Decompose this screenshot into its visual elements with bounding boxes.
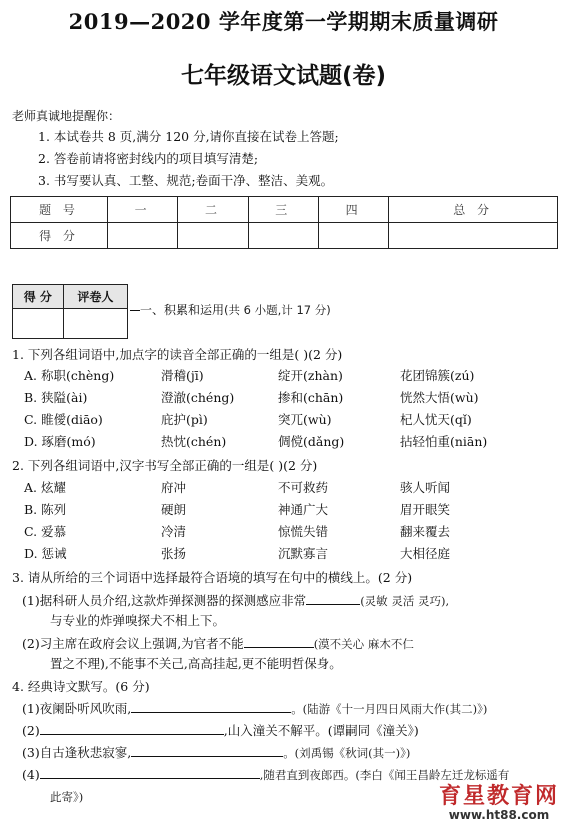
- q4-l4-text: (4): [22, 767, 40, 782]
- q2-C-4: 翻来覆去: [400, 524, 451, 539]
- score-cell-total[interactable]: [389, 223, 558, 249]
- q1-D-4: 拈轻怕重(niān): [400, 434, 488, 449]
- exam-subtitle: 七年级语文试题(卷): [180, 63, 387, 89]
- q1-B-1: B. 狭隘(ài): [24, 390, 88, 405]
- q1-C-1: C. 睢僾(diāo): [24, 412, 103, 427]
- q1-C-4: 杞人忧天(qǐ): [400, 412, 472, 427]
- score-table: [10, 196, 558, 249]
- notice-item-2: 2. 答卷前请将密封线内的项目填写清楚;: [38, 151, 259, 166]
- grader-name-cell[interactable]: [63, 309, 127, 339]
- q3-s2-text: (2)习主席在政府会议上强调,为官者不能: [22, 636, 244, 651]
- q3-s2-choices: (漠不关心 麻木不仁: [313, 637, 414, 651]
- q1-A-2: 滑稽(jī): [161, 368, 204, 383]
- score-row-label: 得 分: [11, 223, 108, 249]
- section1-title: 一、积累和运用: [140, 303, 225, 317]
- q2-C-2: 冷清: [161, 524, 187, 539]
- score-cell-4[interactable]: [318, 223, 388, 249]
- q2-A-1: A. 炫耀: [24, 480, 66, 495]
- section1-note: (共 6 小题,计 17 分): [224, 303, 331, 317]
- q2-A-3: 不可救药: [278, 480, 329, 495]
- q4-l2-text: (2): [22, 723, 40, 738]
- q3-blank-1[interactable]: [306, 591, 360, 605]
- q3-s1-choices: (灵敏 灵活 灵巧),: [360, 594, 450, 608]
- grader-box: [12, 284, 128, 339]
- q4-line-4: [22, 765, 509, 784]
- score-table-score-row: [11, 223, 558, 249]
- q3-s2-cont: 置之不理),不能事不关己,高高挂起,更不能明哲保身。: [50, 656, 342, 671]
- q4-line-3: [22, 743, 410, 762]
- q1-C-2: 庇护(pì): [161, 412, 208, 427]
- q4-line-1: [22, 699, 487, 718]
- grader-score-label: 得 分: [13, 285, 64, 309]
- exam-title: 2019—2020 学年度第一学期期末质量调研: [68, 9, 499, 34]
- q3-s1-cont: 与专业的炸弹嗅探犬不相上下。: [50, 613, 226, 628]
- score-table-header-row: [11, 197, 558, 223]
- score-header-4: 四: [318, 197, 388, 223]
- score-header-label: 题 号: [11, 197, 108, 223]
- notice-heading: 老师真诚地提醒你：: [12, 109, 121, 123]
- section-dash: [130, 310, 140, 311]
- score-header-2: 二: [178, 197, 248, 223]
- q4-l1-source: 。(陆游《十一月四日风雨大作(其二)》): [291, 702, 488, 716]
- q2-D-3: 沉默寡言: [278, 546, 329, 561]
- q2-B-3: 神通广大: [278, 502, 329, 517]
- q1-C-3: 突兀(wù): [278, 412, 332, 427]
- q2-C-3: 惊慌失错: [278, 524, 329, 539]
- notice-item-1: 1. 本试卷共 8 页,满分 120 分,请你直接在试卷上答题;: [38, 129, 339, 144]
- score-header-3: 三: [248, 197, 318, 223]
- q4-l3-text: (3)自古逢秋悲寂寥,: [22, 745, 132, 760]
- q1-D-3: 倜傥(dǎng): [278, 434, 345, 449]
- q4-blank-1[interactable]: [131, 699, 291, 713]
- q1-A-1: A. 称职(chèng): [24, 368, 115, 383]
- q4-blank-3[interactable]: [131, 743, 283, 757]
- q3-stem: 3. 请从所给的三个词语中选择最符合语境的填写在句中的横线上。(2 分): [12, 570, 413, 585]
- q2-A-4: 骇人听闻: [400, 480, 451, 495]
- q1-D-1: D. 琢磨(mó): [24, 434, 96, 449]
- q1-B-2: 澄澈(chéng): [161, 390, 235, 405]
- q4-line-2: [22, 721, 419, 740]
- q2-D-4: 大相径庭: [400, 546, 451, 561]
- q1-A-3: 绽开(zhàn): [278, 368, 343, 383]
- score-header-total: 总 分: [389, 197, 558, 223]
- q3-s1-text: (1)据科研人员介绍,这款炸弹探测器的探测感应非常: [22, 593, 307, 608]
- q2-stem: 2. 下列各组词语中,汉字书写全部正确的一组是( )(2 分): [12, 458, 318, 473]
- watermark-url: www.ht88.com: [448, 808, 550, 822]
- grader-score-cell[interactable]: [13, 309, 64, 339]
- watermark-logo: [439, 785, 559, 822]
- score-cell-3[interactable]: [248, 223, 318, 249]
- q4-l4-cont: 此寄》): [50, 790, 84, 804]
- q4-l2-source: ,山入潼关不解平。(谭嗣同《潼关》): [223, 723, 419, 738]
- q4-l3-source: 。(刘禹锡《秋词(其一)》): [283, 746, 411, 760]
- q2-B-2: 硬朗: [161, 502, 187, 517]
- q2-C-1: C. 爱慕: [24, 524, 67, 539]
- q4-l1-text: (1)夜阑卧听风吹雨,: [22, 701, 132, 716]
- notice-item-3: 3. 书写要认真、工整、规范;卷面干净、整洁、美观。: [38, 173, 334, 188]
- q4-l4-source: ,随君直到夜郎西。(李白《闻王昌龄左迁龙标遥有: [259, 768, 510, 782]
- score-cell-2[interactable]: [178, 223, 248, 249]
- q1-D-2: 热忱(chén): [161, 434, 227, 449]
- watermark-brand: 育星教育网: [438, 784, 559, 809]
- q3-sentence-1: [22, 591, 449, 610]
- q4-blank-4[interactable]: [40, 765, 260, 779]
- q1-A-4: 花团锦簇(zú): [400, 368, 475, 383]
- score-header-1: 一: [108, 197, 178, 223]
- q2-D-1: D. 惩诫: [24, 546, 67, 561]
- q4-stem: 4. 经典诗文默写。(6 分): [12, 679, 150, 694]
- q3-sentence-2: [22, 634, 414, 653]
- q1-B-4: 恍然大悟(wù): [400, 390, 479, 405]
- q1-B-3: 掺和(chān): [278, 390, 344, 405]
- section1-heading: [140, 301, 331, 319]
- q1-stem: 1. 下列各组词语中,加点字的读音全部正确的一组是( )(2 分): [12, 347, 343, 362]
- score-cell-1[interactable]: [108, 223, 178, 249]
- q3-blank-2[interactable]: [244, 634, 314, 648]
- q4-blank-2[interactable]: [40, 721, 224, 735]
- q2-B-1: B. 陈列: [24, 502, 67, 517]
- grader-name-label: 评卷人: [63, 285, 127, 309]
- q2-B-4: 眉开眼笑: [400, 502, 451, 517]
- q2-A-2: 府冲: [161, 480, 187, 495]
- q2-D-2: 张扬: [161, 546, 187, 561]
